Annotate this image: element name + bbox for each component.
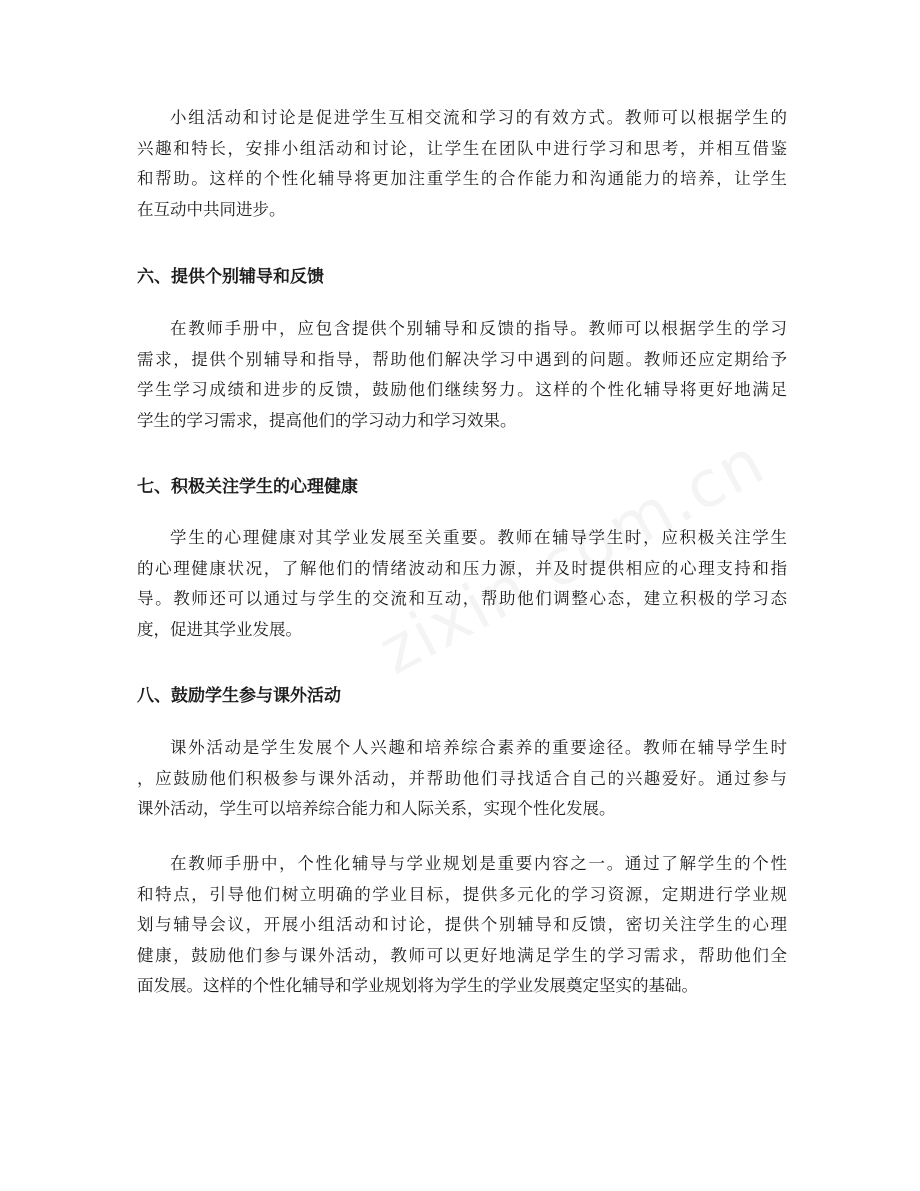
text-line: 的心理健康状况，了解他们的情绪波动和压力源，并及时提供相应的心理支持和指 — [137, 558, 787, 578]
section-heading-7: 七、积极关注学生的心理健康 — [137, 477, 358, 497]
text-line: 学生的学习需求，提高他们的学习动力和学习效果。 — [137, 410, 517, 430]
section-heading-6: 六、提供个别辅导和反馈 — [137, 267, 324, 287]
paragraph-group-activities — [137, 103, 787, 225]
paragraph-extracurricular — [137, 733, 787, 825]
text-line: 课外活动，学生可以培养综合能力和人际关系，实现个性化发展。 — [137, 799, 616, 818]
text-line: 学生的心理健康对其学业发展至关重要。教师在辅导学生时，应积极关注学生 — [170, 528, 787, 547]
paragraph-individual-feedback — [137, 314, 787, 436]
text-line: 导。教师还可以通过与学生的交流和互动，帮助他们调整心态，建立积极的学习态 — [137, 589, 787, 608]
text-line: 需求，提供个别辅导和指导，帮助他们解决学习中遇到的问题。教师还应定期给予 — [137, 349, 787, 369]
section-heading-8: 八、鼓励学生参与课外活动 — [137, 686, 341, 706]
text-line: 在教师手册中，个性化辅导与学业规划是重要内容之一。通过了解学生的个性 — [170, 854, 787, 873]
text-line: 在教师手册中，应包含提供个别辅导和反馈的指导。教师可以根据学生的学习 — [170, 319, 787, 338]
text-line: 和特点，引导他们树立明确的学业目标，提供多元化的学习资源，定期进行学业规 — [137, 884, 787, 904]
paragraph-conclusion — [137, 849, 787, 1002]
text-line: 在互动中共同进步。 — [137, 199, 286, 219]
text-line: 健康，鼓励他们参与课外活动，教师可以更好地满足学生的学习需求，帮助他们全 — [137, 945, 787, 965]
text-line: 度，促进其学业发展。 — [137, 619, 302, 639]
text-line: 课外活动是学生发展个人兴趣和培养综合素养的重要途径。教师在辅导学生时 — [170, 738, 787, 757]
paragraph-mental-health — [137, 523, 787, 645]
text-line: 兴趣和特长，安排小组活动和讨论，让学生在团队中进行学习和思考，并相互借鉴 — [137, 138, 787, 158]
text-line: 学生学习成绩和进步的反馈，鼓励他们继续努力。这样的个性化辅导将更好地满足 — [137, 380, 787, 399]
text-line: ，应鼓励他们积极参与课外活动，并帮助他们寻找适合自己的兴趣爱好。通过参与 — [137, 768, 787, 788]
text-line: 划与辅导会议，开展小组活动和讨论，提供个别辅导和反馈，密切关注学生的心理 — [137, 915, 787, 934]
text-line: 小组活动和讨论是促进学生互相交流和学习的有效方式。教师可以根据学生的 — [170, 108, 787, 127]
text-line: 和帮助。这样的个性化辅导将更加注重学生的合作能力和沟通能力的培养，让学生 — [137, 169, 787, 188]
text-line: 面发展。这样的个性化辅导和学业规划将为学生的学业发展奠定坚实的基础。 — [137, 976, 698, 995]
